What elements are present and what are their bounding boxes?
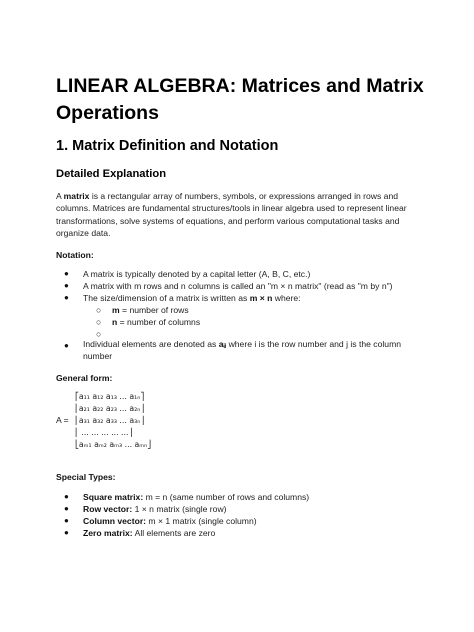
- matrix-row-3: ⎢a₃₁ a₃₂ a₃₃ ... a₃ₙ⎥: [75, 416, 145, 425]
- notation-item-3-bold: m × n: [249, 293, 273, 303]
- notation-item-3-rest: where:: [272, 293, 301, 303]
- section-heading: 1. Matrix Definition and Notation: [56, 138, 279, 154]
- bullet-icon: ●: [64, 269, 69, 278]
- notation-item-3: [83, 292, 301, 304]
- special-type-desc: All elements are zero: [132, 528, 216, 538]
- bullet-icon: ●: [64, 341, 69, 350]
- special-type-item: [83, 515, 257, 527]
- notation-item-4-text: Individual elements are denoted as: [83, 339, 219, 349]
- special-type-name: Zero matrix:: [83, 528, 133, 538]
- circle-bullet-icon: ○: [96, 305, 102, 315]
- para-text-start: A: [56, 191, 64, 201]
- sub-item-2-text: = number of columns: [117, 317, 201, 327]
- matrix-row-4: ⎢ ... ... ... ... ...⎥: [75, 428, 133, 437]
- matrix-row-5: ⎣aₘ₁ aₘ₂ aₘ₃ ... aₘₙ⎦: [75, 440, 152, 449]
- definition-paragraph: [56, 190, 416, 239]
- notation-item-4-rest: where i is the row number and j is the column number: [83, 339, 402, 361]
- bullet-icon: ●: [64, 492, 69, 501]
- document-title: LINEAR ALGEBRA: Matrices and Matrix Operations: [56, 75, 424, 124]
- notation-label: Notation:: [56, 250, 94, 260]
- notation-item-2: A matrix with m rows and n columns is called an "m × n matrix" (read as "m by n"): [83, 281, 393, 291]
- special-type-name: Row vector:: [83, 504, 133, 514]
- general-form-label: General form:: [56, 373, 113, 383]
- bullet-icon: ●: [64, 293, 69, 302]
- special-type-item: [83, 491, 309, 503]
- sub-item-1-bold: m: [112, 305, 120, 315]
- bullet-icon: ●: [64, 281, 69, 290]
- notation-sub-item-1: [112, 304, 189, 316]
- bullet-icon: ●: [64, 516, 69, 525]
- notation-item-1: A matrix is typically denoted by a capital letter (A, B, C, etc.): [83, 269, 311, 279]
- special-type-desc: 1 × n matrix (single row): [132, 504, 227, 514]
- special-type-desc: m × 1 matrix (single column): [146, 516, 257, 526]
- special-type-desc: m = n (same number of rows and columns): [143, 492, 310, 502]
- para-text-rest: is a rectangular array of numbers, symbols, or expressions arranged in rows and columns. Matrices are fundamental structures/tools in linear algebra used to represent linear transformations, solve systems of equations, and perform various computational tasks and organize data.: [56, 191, 407, 238]
- notation-sub-item-2: [112, 316, 200, 328]
- bullet-icon: ●: [64, 528, 69, 537]
- circle-bullet-icon: ○: [96, 317, 102, 327]
- special-type-item: [83, 527, 215, 539]
- circle-bullet-icon: ○: [96, 329, 102, 339]
- sub-item-2-bold: n: [112, 317, 118, 327]
- matrix-a-label: A =: [56, 415, 69, 425]
- special-type-name: Square matrix:: [83, 492, 144, 502]
- sub-item-1-text: = number of rows: [119, 305, 189, 315]
- para-keyword-matrix: matrix: [63, 191, 90, 201]
- matrix-row-1: ⎡a₁₁ a₁₂ a₁₃ ... a₁ₙ⎤: [75, 392, 145, 401]
- special-types-label: Special Types:: [56, 472, 116, 482]
- notation-item-4-bold: aᵢⱼ: [218, 339, 227, 349]
- matrix-row-2: ⎢a₂₁ a₂₂ a₂₃ ... a₂ₙ⎥: [75, 404, 145, 413]
- special-type-name: Column vector:: [83, 516, 147, 526]
- section-subheading: Detailed Explanation: [56, 168, 167, 180]
- bullet-icon: ●: [64, 504, 69, 513]
- notation-item-4: [83, 338, 413, 362]
- special-type-item: [83, 503, 227, 515]
- notation-item-3-text: The size/dimension of a matrix is written as: [83, 293, 250, 303]
